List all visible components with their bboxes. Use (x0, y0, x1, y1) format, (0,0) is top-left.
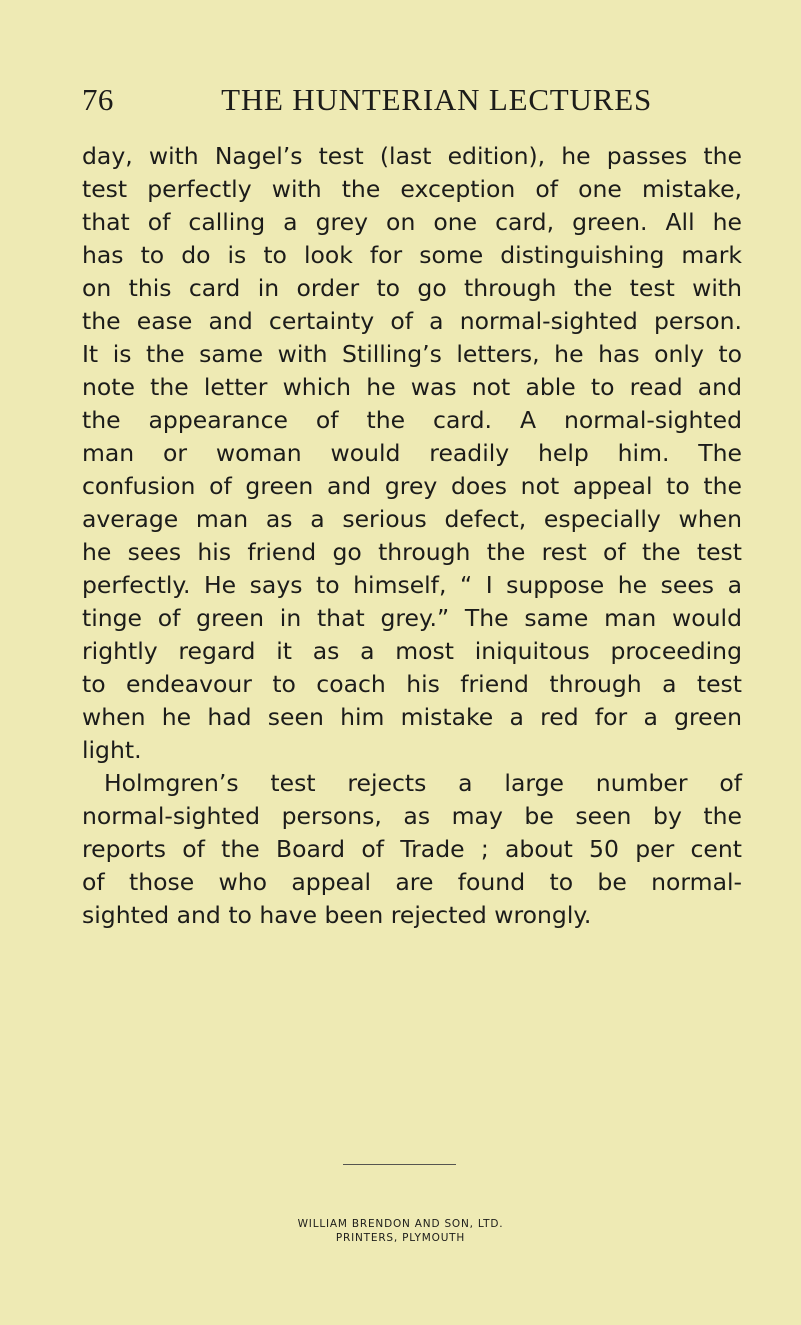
body-text (82, 140, 742, 932)
text-line: confusion of green and grey does not appeal to the (82, 472, 742, 500)
text-line: the ease and certainty of a normal-sighted person. (82, 307, 742, 335)
text-line: Holmgren’s test rejects a large number of (104, 769, 742, 797)
text-line: tinge of green in that grey.” The same man would (82, 604, 742, 632)
end-rule (343, 1164, 456, 1165)
running-title: THE HUNTERIAN LECTURES (221, 82, 652, 117)
running-head (82, 82, 652, 118)
imprint-line-1: WILLIAM BRENDON AND SON, LTD. (297, 1218, 504, 1230)
text-line: perfectly. He says to himself, “ I suppose he sees a (82, 571, 742, 599)
text-line: on this card in order to go through the test with (82, 274, 742, 302)
printer-imprint (0, 1217, 801, 1245)
text-line: It is the same with Stilling’s letters, he has only to (82, 340, 742, 368)
text-line: he sees his friend go through the rest of the test (82, 538, 742, 566)
text-line: test perfectly with the exception of one mistake, (82, 175, 742, 203)
text-line: note the letter which he was not able to read and (82, 373, 742, 401)
page-number: 76 (82, 82, 114, 117)
text-line: sighted and to have been rejected wrongly. (82, 901, 592, 929)
text-line: has to do is to look for some distinguishing mark (82, 241, 742, 269)
imprint-line-2: PRINTERS, PLYMOUTH (335, 1232, 466, 1244)
text-line: when he had seen him mistake a red for a green (82, 703, 742, 731)
text-line: average man as a serious defect, especially when (82, 505, 742, 533)
text-line: that of calling a grey on one card, green. All he (82, 208, 742, 236)
text-line: day, with Nagel’s test (last edition), he passes the (82, 142, 742, 170)
text-line: light. (82, 736, 142, 764)
text-line: to endeavour to coach his friend through a test (82, 670, 742, 698)
text-line: of those who appeal are found to be normal- (82, 868, 742, 896)
text-line: normal-sighted persons, as may be seen by the (82, 802, 742, 830)
text-line: reports of the Board of Trade ; about 50 per cent (82, 835, 742, 863)
text-line: the appearance of the card. A normal-sighted (82, 406, 742, 434)
text-line: rightly regard it as a most iniquitous proceeding (82, 637, 742, 665)
text-line: man or woman would readily help him. The (82, 439, 742, 467)
